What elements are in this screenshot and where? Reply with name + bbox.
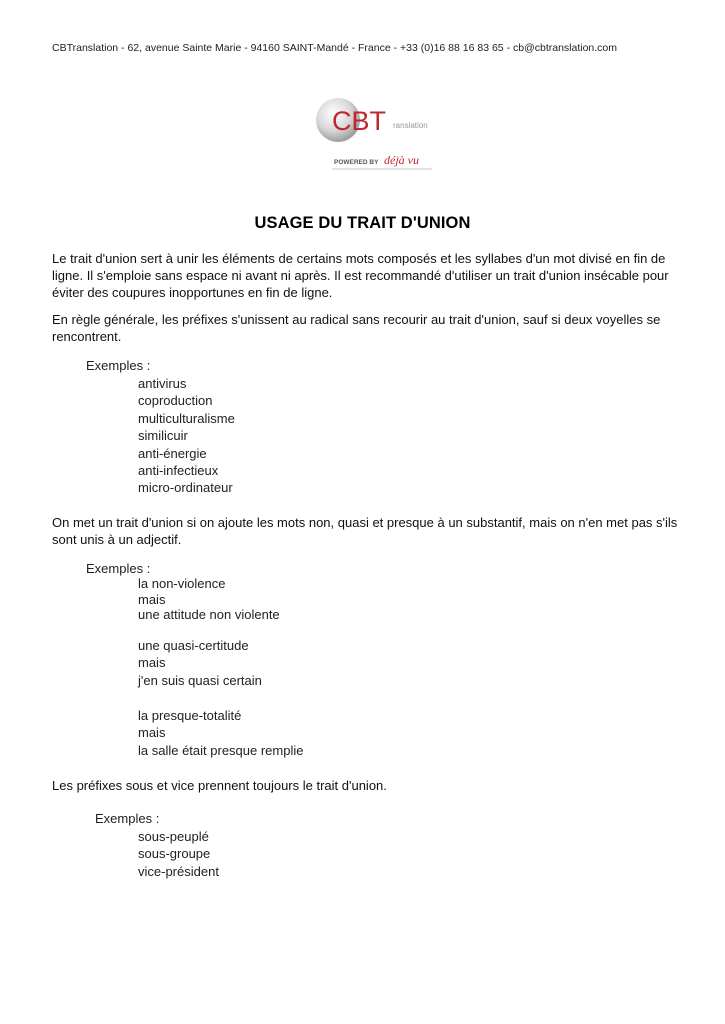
list-item: la non-violence bbox=[138, 576, 226, 591]
list-item: mais bbox=[138, 591, 166, 607]
logo-suffix: ranslation bbox=[393, 121, 428, 130]
list-item: anti-infectieux bbox=[138, 462, 219, 478]
list-item: une attitude non violente bbox=[138, 607, 280, 622]
list-item: la presque-totalité bbox=[138, 708, 242, 723]
paragraph-sous-vice: Les préfixes sous et vice prennent toujours le trait d'union. bbox=[52, 778, 387, 793]
list-item: mais bbox=[138, 655, 166, 671]
list-item: sous-peuplé bbox=[138, 829, 209, 844]
examples-label: Exemples : bbox=[86, 561, 151, 576]
examples-list-presque bbox=[138, 707, 303, 759]
examples-label: Exemples : bbox=[86, 358, 151, 373]
examples-label: Exemples : bbox=[95, 811, 160, 826]
list-item: multiculturalisme bbox=[138, 410, 235, 426]
list-item: une quasi-certitude bbox=[138, 638, 249, 653]
list-item: la salle était presque remplie bbox=[138, 742, 304, 758]
page-title: USAGE DU TRAIT D'UNION bbox=[254, 214, 471, 232]
examples-list-non bbox=[138, 576, 280, 623]
list-item: mais bbox=[138, 725, 166, 741]
list-item: sous-groupe bbox=[138, 846, 211, 862]
list-item: coproduction bbox=[138, 393, 213, 409]
list-item: anti-énergie bbox=[138, 445, 207, 461]
paragraph-intro: Le trait d'union sert à unir les éléments de certains mots composés et les syllabes d'un mot divisé en fin de ligne. Il s'emploie sans espace ni avant ni après. Il est recommandé d'utiliser un trait d'union insécable pour éviter des coupures inopportunes en fin de ligne. bbox=[52, 251, 669, 300]
list-item: vice-président bbox=[138, 863, 219, 879]
examples-list-prefixes bbox=[138, 375, 235, 497]
paragraph-non-quasi-presque: On met un trait d'union si on ajoute les mots non, quasi et presque à un substantif, mais on n'en met pas s'ils sont unis à un adjectif. bbox=[52, 515, 678, 547]
examples-list-quasi bbox=[138, 637, 262, 689]
logo-product: déjà vu bbox=[384, 153, 419, 167]
logo-powered-by: POWERED BY bbox=[334, 159, 379, 166]
contact-header: CBTranslation - 62, avenue Sainte Marie - 94160 SAINT-Mandé - France - +33 (0)16 88 16 83 65 - cb@cbtranslation.com bbox=[52, 42, 618, 54]
list-item: j'en suis quasi certain bbox=[138, 672, 262, 688]
cbt-logo bbox=[310, 90, 450, 180]
list-item: similicuir bbox=[138, 428, 188, 444]
logo-brand: CBT bbox=[332, 106, 386, 136]
list-item: antivirus bbox=[138, 376, 187, 391]
examples-list-sous-vice bbox=[138, 828, 219, 880]
list-item: micro-ordinateur bbox=[138, 480, 233, 496]
paragraph-prefixes: En règle générale, les préfixes s'unissent au radical sans recourir au trait d'union, sauf si deux voyelles se rencontrent. bbox=[52, 312, 661, 344]
